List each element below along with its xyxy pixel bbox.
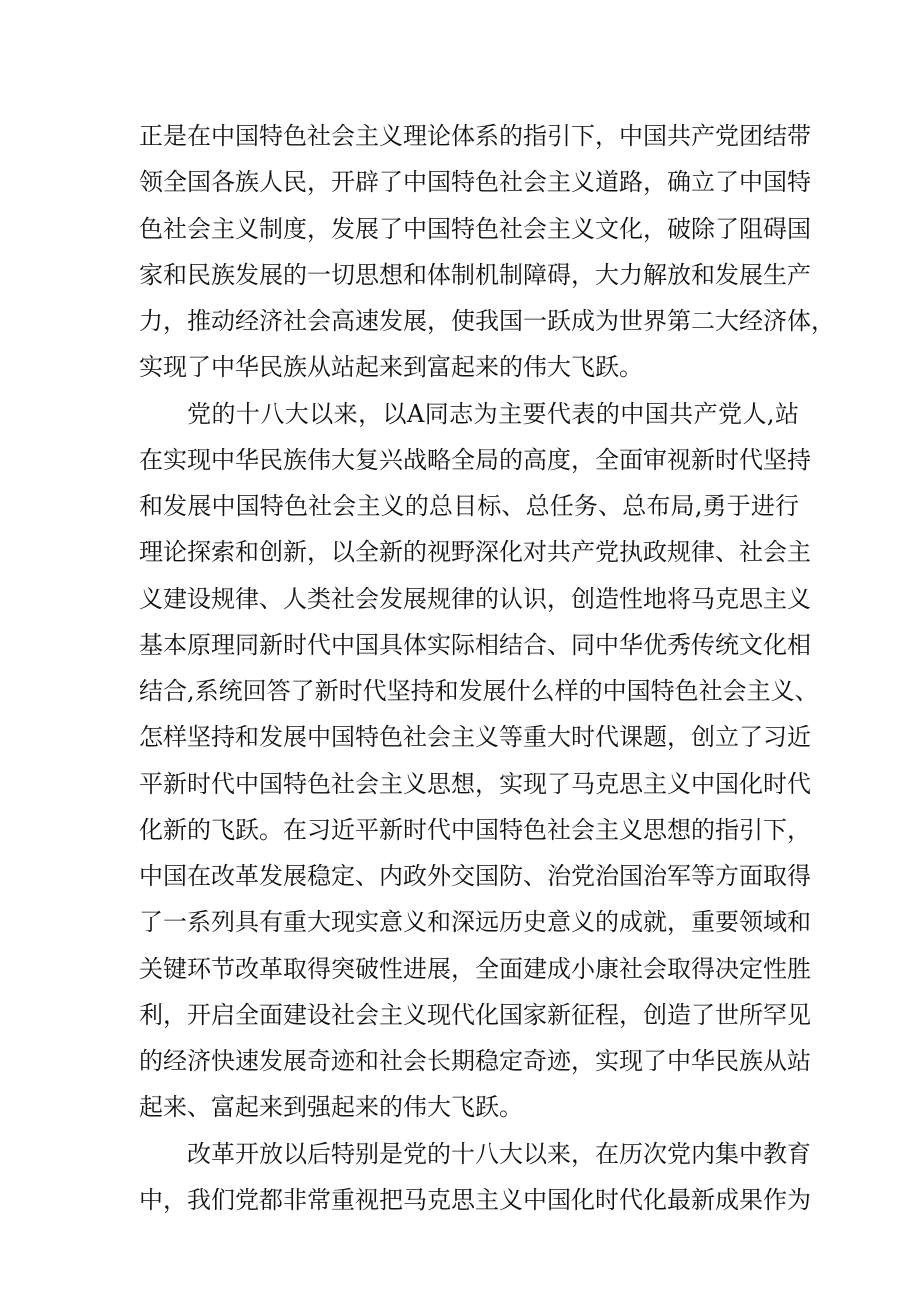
text-line: 了一系列具有重大现实意义和深远历史意义的成就，重要领域和 bbox=[139, 908, 811, 937]
text-line: 党的十八大以来，以A同志为主要代表的中国共产党人,站 bbox=[187, 399, 799, 428]
text-line: 家和民族发展的一切思想和体制机制障碍，大力解放和发展生产 bbox=[139, 260, 811, 289]
text-line: 化新的飞跃。在习近平新时代中国特色社会主义思想的指引下， bbox=[139, 815, 811, 844]
text-line: 改革开放以后特别是党的十八大以来，在历次党内集中教育 bbox=[187, 1139, 811, 1168]
paragraph-3 bbox=[139, 1131, 811, 1224]
text-line: 基本原理同新时代中国具体实际相结合、同中华优秀传统文化相 bbox=[139, 630, 811, 659]
text-line: 色社会主义制度，发展了中国特色社会主义文化，破除了阻碍国 bbox=[139, 214, 811, 243]
paragraph-1 bbox=[139, 113, 835, 391]
text-line: 领全国各族人民，开辟了中国特色社会主义道路，确立了中国特 bbox=[139, 168, 811, 197]
text-line: 中，我们党都非常重视把马克思主义中国化时代化最新成果作为 bbox=[139, 1185, 811, 1214]
paragraph-2 bbox=[139, 391, 819, 1131]
text-line: 的经济快速发展奇迹和社会长期稳定奇迹，实现了中华民族从站 bbox=[139, 1047, 811, 1075]
text-line: 在实现中华民族伟大复兴战略全局的高度，全面审视新时代坚持 bbox=[139, 445, 811, 474]
text-line: 起来、富起来到强起来的伟大飞跃。 bbox=[139, 1093, 523, 1122]
document-body bbox=[139, 113, 835, 1223]
text-line: 中国在改革发展稳定、内政外交国防、治党治国治军等方面取得 bbox=[139, 862, 811, 890]
text-line: 力，推动经济社会高速发展，使我国一跃成为世界第二大经济体， bbox=[139, 307, 835, 335]
text-line: 怎样坚持和发展中国特色社会主义等重大时代课题，创立了习近 bbox=[139, 723, 811, 752]
text-line: 利，开启全面建设社会主义现代化国家新征程，创造了世所罕见 bbox=[139, 1000, 811, 1029]
text-line: 正是在中国特色社会主义理论体系的指引下，中国共产党团结带 bbox=[139, 122, 811, 150]
text-line: 实现了中华民族从站起来到富起来的伟大飞跃。 bbox=[139, 353, 643, 382]
text-line: 平新时代中国特色社会主义思想，实现了马克思主义中国化时代 bbox=[139, 769, 811, 798]
text-line: 义建设规律、人类社会发展规律的认识，创造性地将马克思主义 bbox=[139, 584, 811, 613]
text-line: 结合,系统回答了新时代坚持和发展什么样的中国特色社会主义、 bbox=[139, 677, 819, 705]
text-line: 和发展中国特色社会主义的总目标、总任务、总布局,勇于进行 bbox=[139, 492, 799, 520]
text-line: 理论探索和创新，以全新的视野深化对共产党执政规律、社会主 bbox=[139, 538, 811, 567]
text-line: 关键环节改革取得突破性进展，全面建成小康社会取得决定性胜 bbox=[139, 954, 811, 983]
